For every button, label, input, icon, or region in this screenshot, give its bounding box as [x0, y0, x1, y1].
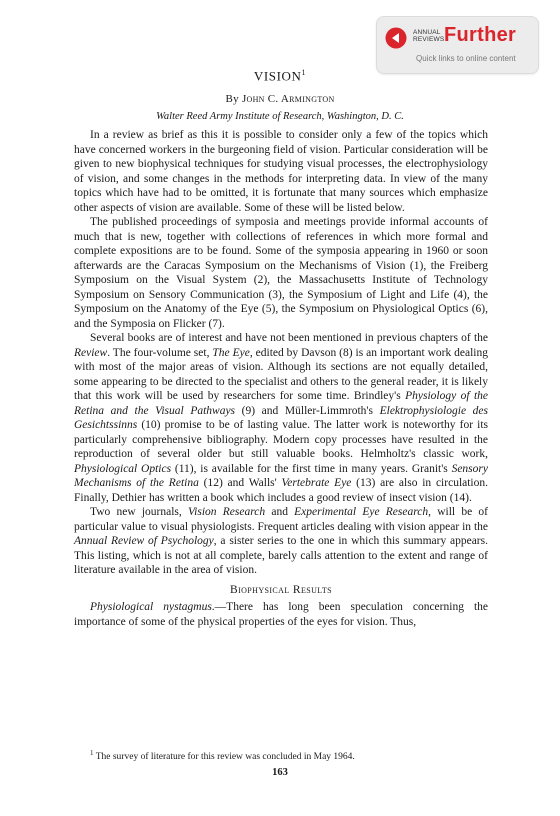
title-footnote-marker: 1 [301, 68, 307, 77]
cited-title: Annual Review of Psychology [74, 535, 214, 547]
article-body [74, 128, 488, 629]
cited-title: Physiological Optics [74, 462, 172, 475]
subsection-title: Physiological nystagmus [90, 601, 212, 613]
cited-title: Elektrophysiologie des Gesichtssinns [74, 404, 488, 431]
cited-title: Vertebrate Eye [281, 477, 352, 489]
further-label: Further [444, 24, 517, 46]
cited-title: Sensory Mechanisms of the Retina [74, 462, 488, 489]
byline-prefix: By [225, 93, 239, 105]
paragraph-books: Several books are of interest and have not been mentioned in previous chapters of the Review. The four-volume set, The Eye, edited by Davson (8) is an important work dealing with most of the major areas of vision. Although its sections are not equally detailed, some appearing to be directed to the specialist and others to the general reader, it is likely that this work will be used by researchers for some time. Brindley's Physiology of the Retina and the Visual Pathways (9) and Müller-Limmroth's Elektrophysiologie des Gesichtssinns (10) promise to be of lasting value. The latter work is noteworthy for its particularly comprehensive bibliography. Modern copy processes have resulted in the reproduction of several older but still valuable books. Helmholtz's classic work, Physiological Optics (11), is available for the first time in many years. Granit's Sensory Mechanisms of the Retina (12) and Walls' Vertebrate Eye (13) are also in circulation. Finally, Dethier has written a book which includes a good review of insect vision (14). [74, 332, 489, 504]
quick-links-tagline: Quick links to online content [416, 54, 516, 63]
paragraph-intro: In a review as brief as this it is possible to consider only a few of the topics which have concerned workers in the burgeoning field of vision. Particular consideration will be given to new biophysical techniques for studying visual processes, the electrophysiology of vision, and some changes in the methods for interpreting data. In view of the many topics which have had to be omitted, it is fortunate that many sources which emphasize other aspects of vision are available. Some of these will be listed below. [74, 129, 488, 214]
footnote-marker: 1 [90, 749, 94, 757]
footnote: $^1$ The survey of literature for this review was concluded in May 1964. [90, 749, 355, 763]
author-name: John C. Armington [241, 93, 335, 105]
section-heading: Biophysical Results [230, 583, 332, 596]
paragraph-symposia: The published proceedings of symposia and meetings provide informal accounts of much that is new, together with collections of references in which more formal and complete expositions are to be found. Some of the symposia appearing in 1960 or soon afterwards are the Caracas Symposium on the Mechanisms of Vision (1), the Freiberg Symposium on the Visual System (2), the Massachusetts Institute of Technology Symposium on Sensory Communication (3), the Symposium of Light and Life (4), the Symposium on the Anatomy of the Eye (5), the Symposium on Physiological Optics (6), and the Symposia on Flicker (7). [74, 216, 488, 330]
cited-title: Vision Research [188, 506, 266, 518]
author-byline [0, 93, 560, 105]
cited-title: Physiology of the Retina and the Visual Pathways [74, 390, 488, 417]
annual-reviews-logo-icon [385, 27, 407, 49]
cited-title: Experimental Eye Research [294, 506, 429, 518]
annual-reviews-wordmark: ANNUAL REVIEWS [413, 29, 445, 43]
cited-title: Review [74, 346, 108, 359]
further-links-badge[interactable] [376, 16, 539, 74]
page-number: 163 [272, 767, 288, 778]
paragraph-journals: Two new journals, Vision Research and Experimental Eye Research, will be of particular value to visual physiologists. Frequent articles dealing with vision appear in the Annual Review of Psychology, a sister series to the one in which this summary appears. This listing, which is not at all complete, barely calls attention to the extent and range of literature available in the area of vision. [74, 506, 488, 576]
paragraph-nystagmus: Physiological nystagmus.—There has long been speculation concerning the importance of some of the physical properties of the eyes for vision. Thus, [74, 601, 488, 628]
cited-title: The Eye [212, 346, 250, 359]
article-title: VISION$^1$ [253, 68, 307, 84]
author-affiliation: Walter Reed Army Institute of Research, Washington, D. C. [156, 111, 404, 122]
